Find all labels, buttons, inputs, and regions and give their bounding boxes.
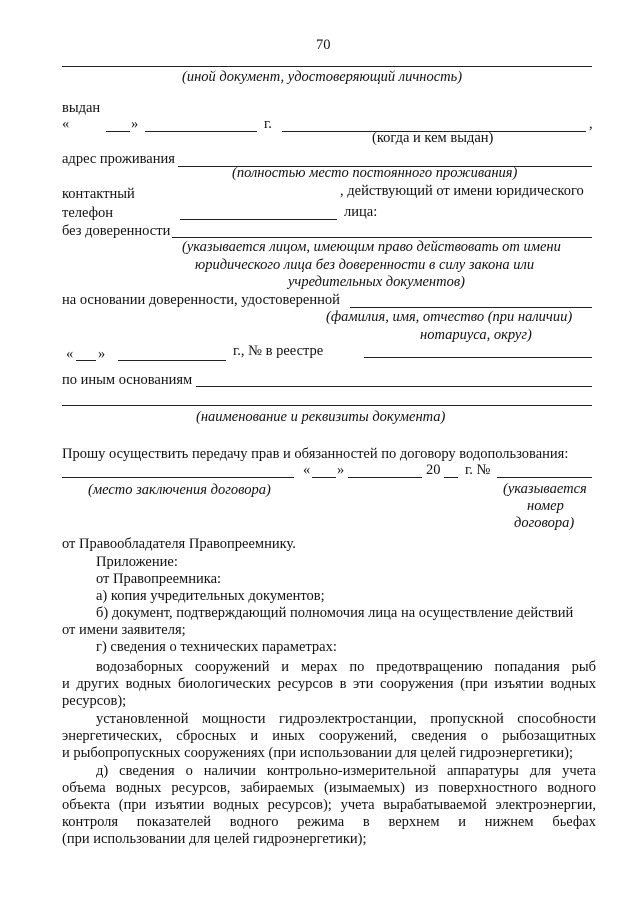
issued-close-quote: » xyxy=(131,116,139,132)
hydro-line-2: энергетических, сбросных и иных сооружений, сведения о рыбозащитных xyxy=(62,728,596,744)
number-caption-1: (указывается xyxy=(503,481,587,497)
contact-label-1: контактный xyxy=(62,186,135,202)
water-intake-line-1: водозаборных сооружений и мерах по предотвращению попадания рыб xyxy=(96,659,596,675)
no-poa-caption-1: (указывается лицом, имеющим право действовать от имени xyxy=(182,239,561,255)
other-grounds-line[interactable] xyxy=(196,386,592,387)
contract-year: 20 xyxy=(426,462,441,478)
holder-text: от Правообладателя Правопреемнику. xyxy=(62,536,296,552)
contract-place-line[interactable] xyxy=(62,477,294,478)
contract-close-quote: » xyxy=(337,462,345,478)
issued-caption: (когда и кем выдан) xyxy=(372,130,494,146)
issued-label: выдан xyxy=(62,100,101,116)
contract-number-line[interactable] xyxy=(497,477,592,478)
doc-caption: (наименование и реквизиты документа) xyxy=(196,409,446,425)
contact-label-2: телефон xyxy=(62,205,114,221)
issued-open-quote: « xyxy=(62,116,70,132)
item-d-line-2: объема водных ресурсов, забираемых (изымаемых) из поверхностного водного xyxy=(62,780,596,796)
contract-open-quote: « xyxy=(303,462,311,478)
hydro-line-3: и рыбопропускных сооружениях (при использовании для целей гидроэнергетики); xyxy=(62,745,574,761)
item-b-line-2: от имени заявителя; xyxy=(62,622,186,638)
notary-caption-1: (фамилия, имя, отчество (при наличии) xyxy=(326,309,573,325)
address-caption: (полностью место постоянного проживания) xyxy=(232,165,518,181)
address-label: адрес проживания xyxy=(62,151,175,167)
no-poa-line[interactable] xyxy=(172,237,592,238)
registry-close-quote: » xyxy=(98,346,106,362)
item-d-line-3: объекта (при изъятии водных ресурсов); учета вырабатываемой электроэнергии, xyxy=(62,797,596,813)
number-caption-2: номер xyxy=(527,498,564,514)
id-doc-caption: (иной документ, удостоверяющий личность) xyxy=(182,69,463,85)
contract-year-line[interactable] xyxy=(444,477,458,478)
poa-label: на основании доверенности, удостоверенной xyxy=(62,292,340,308)
registry-month-line[interactable] xyxy=(118,360,226,361)
other-grounds-line-2[interactable] xyxy=(62,405,592,406)
no-poa-caption-3: учредительных документов) xyxy=(288,274,465,290)
water-intake-line-3: ресурсов); xyxy=(62,693,127,709)
from-successor: от Правопреемника: xyxy=(96,571,222,587)
contract-number-label: г. № xyxy=(465,462,491,478)
registry-text: г., № в реестре xyxy=(233,343,324,359)
water-intake-line-2: и других водных биологических ресурсов в эти сооружения (при изъятии водных xyxy=(62,676,596,692)
item-a: а) копия учредительных документов; xyxy=(96,588,325,604)
number-caption-3: договора) xyxy=(514,515,575,531)
entity-text: лица: xyxy=(344,204,378,220)
no-poa-caption-2: юридического лица без доверенности в силу закона или xyxy=(195,257,535,273)
acting-text: , действующий от имени юридического xyxy=(340,183,584,199)
item-g: г) сведения о технических параметрах: xyxy=(96,639,337,655)
issued-comma: , xyxy=(589,116,593,132)
issued-month-line[interactable] xyxy=(145,131,257,132)
appendix-label: Приложение: xyxy=(96,554,178,570)
item-d-line-4: контроля показателей водного режима в верхнем и нижнем бьефах xyxy=(62,814,596,830)
contract-month-line[interactable] xyxy=(348,477,422,478)
item-b-line-1: б) документ, подтверждающий полномочия лица на осуществление действий xyxy=(96,605,574,621)
registry-open-quote: « xyxy=(66,346,74,362)
page-number: 70 xyxy=(316,37,331,53)
no-poa-label: без доверенности xyxy=(62,223,171,239)
registry-number-line[interactable] xyxy=(364,357,592,358)
poa-line[interactable] xyxy=(350,307,592,308)
id-doc-line[interactable] xyxy=(62,66,592,67)
notary-caption-2: нотариуса, округ) xyxy=(420,327,532,343)
item-d-line-5: (при использовании для целей гидроэнергетики); xyxy=(62,831,367,847)
issued-year-suffix: г. xyxy=(264,116,272,132)
item-d-line-1: д) сведения о наличии контрольно-измерительной аппаратуры для учета xyxy=(96,763,596,779)
phone-line[interactable] xyxy=(180,219,337,220)
registry-day-line[interactable] xyxy=(76,360,96,361)
hydro-line-1: установленной мощности гидроэлектростанции, пропускной способности xyxy=(96,711,596,727)
request-text: Прошу осуществить передачу прав и обязанностей по договору водопользования: xyxy=(62,446,569,462)
other-grounds-label: по иным основаниям xyxy=(62,372,193,388)
place-caption: (место заключения договора) xyxy=(88,482,271,498)
contract-day-line[interactable] xyxy=(312,477,336,478)
issued-day-line[interactable] xyxy=(106,131,130,132)
